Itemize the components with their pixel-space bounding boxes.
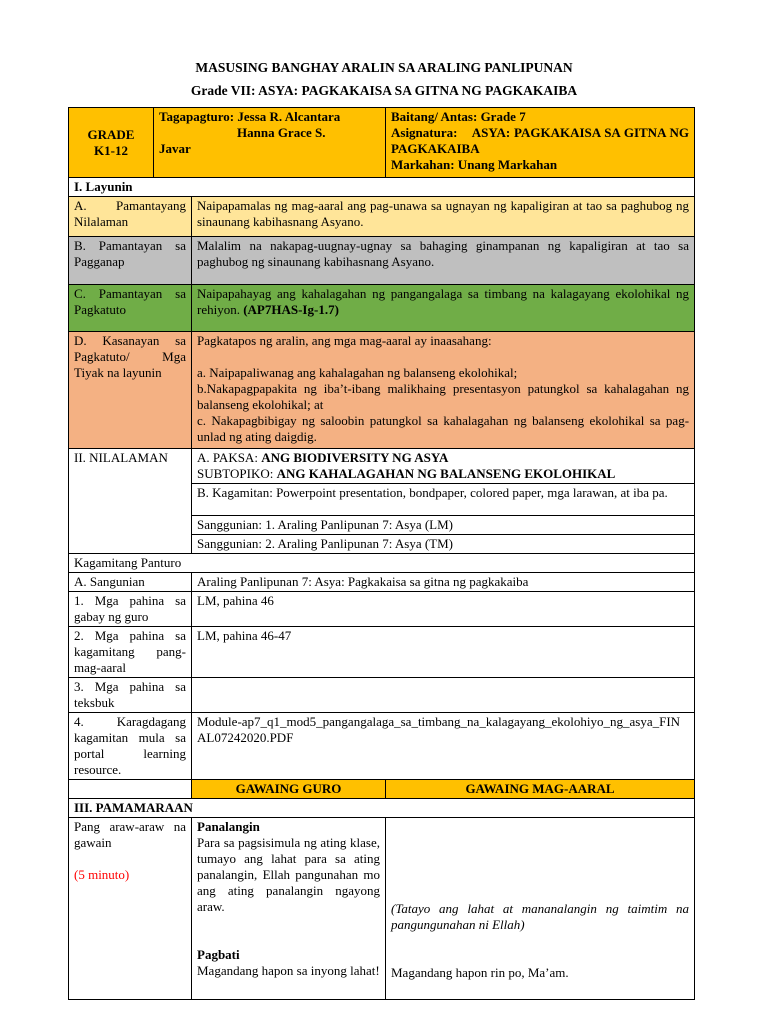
paksa-value: ANG BIODIVERSITY NG ASYA [261,450,449,465]
col-gawaing-guro: GAWAING GURO [192,780,386,799]
label-a: A. Pamantayang Nilalaman [69,197,192,237]
row-pamantayan-pagkatuto [69,285,695,332]
competency-code: (AP7HAS-Ig-1.7) [243,302,339,317]
sanggunian-2: Sanggunian: 2. Araling Panlipunan 7: Asya (TM) [192,535,695,554]
subtopiko-label: SUBTOPIKO: [197,466,274,481]
label-d: D. Kasanayan sa Pagkatuto/ Mga Tiyak na layunin [69,332,192,449]
label-b: B. Pamantayan sa Pagganap [69,237,192,285]
panalangin-title: Panalangin [197,819,260,834]
nilalaman-heading: II. NILALAMAN [69,449,192,554]
document-subtitle: Grade VII: ASYA: PAGKAKAISA SA GITNA NG PAGKAKAIBA [190,83,578,98]
resource-value: Araling Panlipunan 7: Asya: Pagkakaisa sa gitna ng pagkakaiba [192,573,695,592]
objective-b: b.Nakapagpapakita ng iba’t-ibang malikhaing presentasyon patungkol sa kahalagahan ng balanseng ekolohikal; at [197,381,690,412]
resource-label: 2. Mga pahina sa kagamitang pang-mag-aaral [69,627,192,678]
header-table [68,107,695,178]
resource-value [192,678,695,713]
subject-cell [386,108,695,178]
grade-range: K1-12 [94,142,128,158]
text-c-body: Naipapahayag ang kahalagahan ng pangangalaga sa timbang na kalagayang ekolohikal ng rehiyon. [197,286,690,317]
label-c: C. Pamantayan sa Pagkatuto [69,285,192,332]
objective-a: a. Naipapaliwanag ang kahalagahan ng balanseng ekolohikal; [197,365,518,380]
student-response-prayer: (Tatayo ang lahat at mananalangin ng taimtim na pangungunahan ni Ellah) [391,901,690,932]
text-b: Malalim na nakapag-uugnay-ugnay sa bahaging ginampanan ng kapaligiran at tao sa paghubog ng sinaunang kabihasnang Asyano. [192,237,695,285]
document-title: MASUSING BANGHAY ARALIN SA ARALING PANLIPUNAN [195,60,573,75]
text-a: Naipapamalas ng mag-aaral ang pag-unawa sa ugnayan ng kapaligiran at tao sa paghubog ng sinaunang kabihasnang Asyano. [192,197,695,237]
row-kasanayan [69,332,695,449]
resource-label: A. Sangunian [69,573,192,592]
teacher-activity-cell [192,818,386,1000]
teacher-cell [154,108,386,178]
text-d [192,332,695,449]
resource-value: Module-ap7_q1_mod5_pangangalaga_sa_timbang_na_kalagayang_ekolohiyo_ng_asya_FINAL07242020.PDF [192,713,695,780]
teacher-line-3: Javar [159,141,191,156]
pagbati-text: Magandang hapon sa inyong lahat! [197,963,380,978]
resource-label: 3. Mga pahina sa teksbuk [69,678,192,713]
objective-c: c. Nakapagbibigay ng saloobin patungkol sa kahalagahan ng balanseng ekolohikal sa pag-unlad ng ating daigdig. [197,413,690,444]
objectives-intro: Pagkatapos ng aralin, ang mga mag-aaral ay inaasahang: [197,333,492,348]
kagamitan-cell: B. Kagamitan: Powerpoint presentation, bondpaper, colored paper, mga larawan, at iba pa. [192,484,695,516]
panalangin-text: Para sa pagsisimula ng ating klase, tumayo ang lahat para sa ating panalangin, Ellah pangunahan mo ang ating panalangin ngayong araw. [197,835,380,914]
text-c [192,285,695,332]
grade-label: GRADE [87,126,135,142]
paksa-line [197,450,689,466]
lesson-plan-table [68,177,695,1000]
subtopiko-line [197,466,689,482]
subtopiko-value: ANG KAHALAGAHAN NG BALANSENG EKOLOHIKAL [276,466,616,481]
sanggunian-1: Sanggunian: 1. Araling Panlipunan 7: Asya (LM) [192,516,695,535]
teacher-line-1: Tagapagturo: Jessa R. Alcantara [159,109,341,124]
resource-value: LM, pahina 46 [192,592,695,627]
subject-label: Asignatura: [391,125,458,140]
quarter-text: Markahan: Unang Markahan [391,157,558,172]
pagbati-title: Pagbati [197,947,240,962]
resource-label: 1. Mga pahina sa gabay ng guro [69,592,192,627]
student-response-greeting: Magandang hapon rin po, Ma’am. [391,965,569,980]
teacher-line-2: Hanna Grace S. [237,125,326,140]
daily-routine-cell [69,818,192,1000]
paksa-cell [192,449,695,484]
paksa-label: A. PAKSA: [197,450,258,465]
pamamaraan-heading: III. PAMAMARAAN [69,799,695,818]
col-gawaing-mag-aaral: GAWAING MAG-AARAL [386,780,695,799]
kagamitang-panturo-heading: Kagamitang Panturo [69,554,695,573]
row-pamantayan-pagganap [69,237,695,285]
resource-value: LM, pahina 46-47 [192,627,695,678]
student-activity-cell [386,818,695,1000]
time-allotment: (5 minuto) [74,867,130,882]
level-text: Baitang/ Antas: Grade 7 [391,109,526,124]
daily-routine-label: Pang araw-araw na gawain [74,819,186,850]
resource-label: 4. Karagdagang kagamitan mula sa portal learning resource. [69,713,192,780]
grade-cell [69,108,154,178]
row-pamantayang-nilalaman [69,197,695,237]
layunin-heading: I. Layunin [69,178,695,197]
blank-cell [69,780,192,799]
subject-value: ASYA: PAGKAKAISA SA GITNA NG PAGKAKAIBA [391,125,689,156]
subject-text [391,125,689,157]
